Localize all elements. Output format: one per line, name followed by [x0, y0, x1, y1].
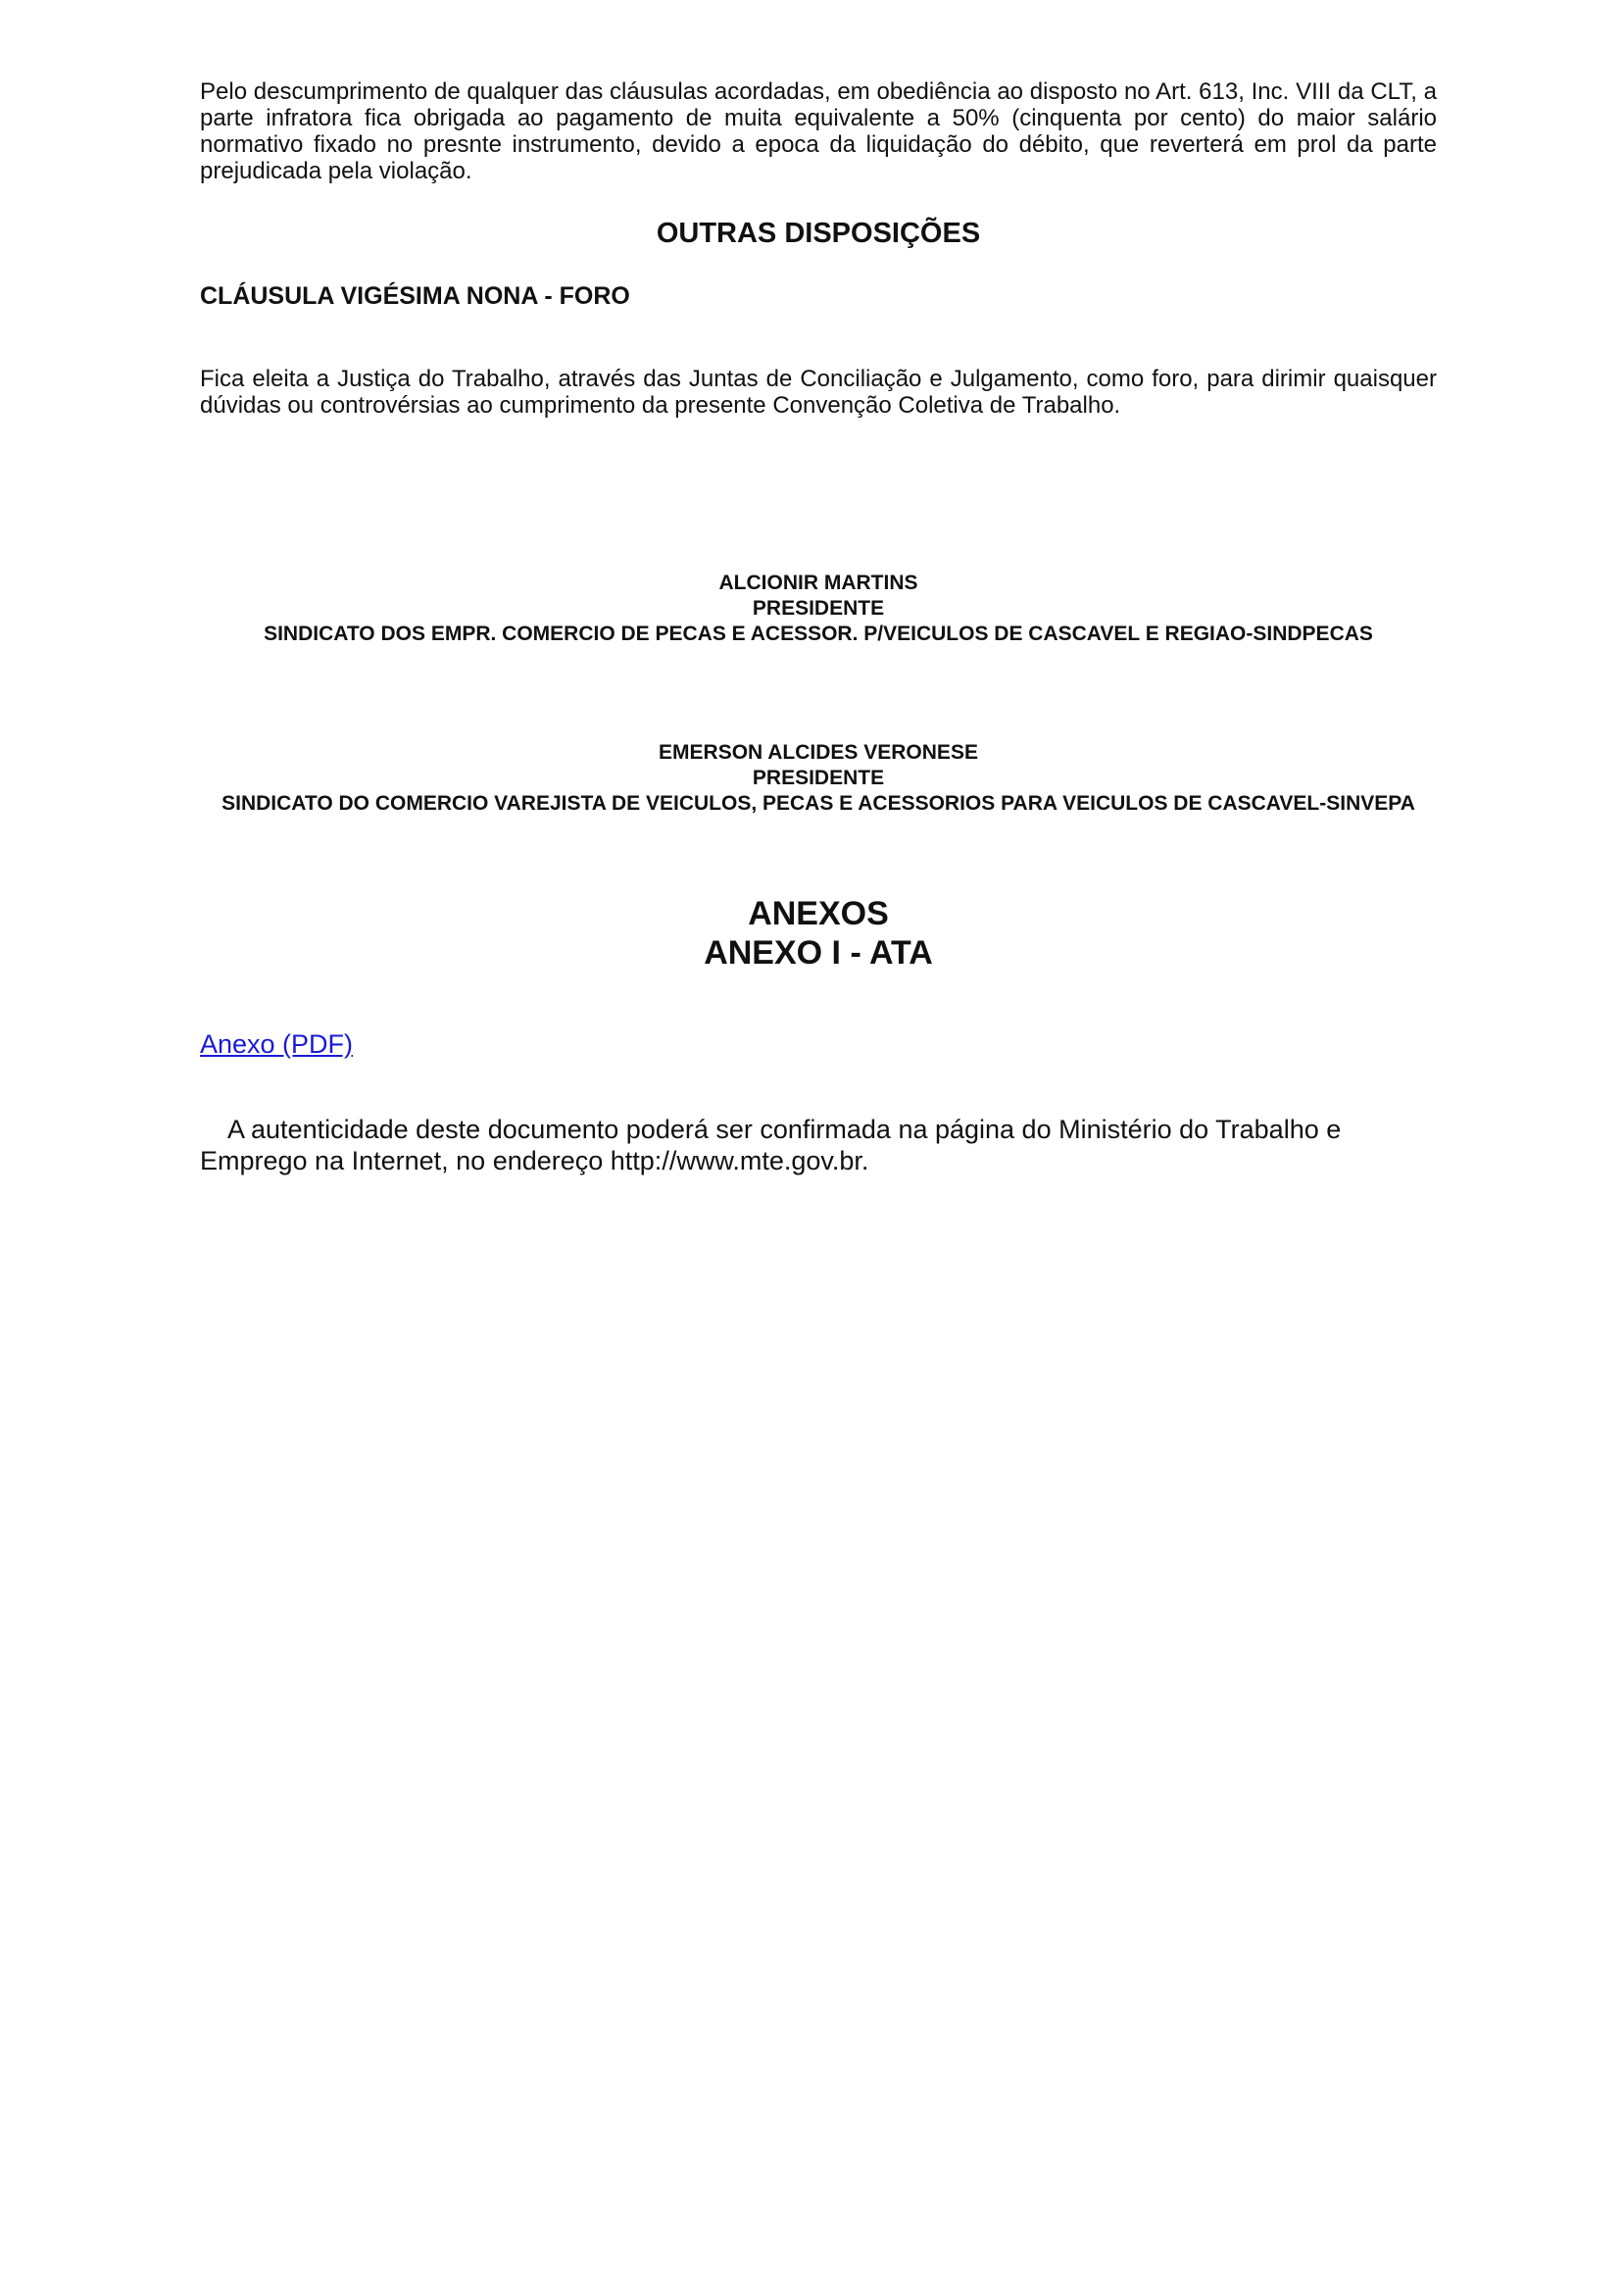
clause-body — [200, 366, 1437, 419]
signatory-role: PRESIDENTE — [752, 597, 885, 620]
clause-text: Fica eleita a Justiça do Trabalho, através das Juntas de Conciliação e Julgamento, como foro, para dirimir quaisquer dúvidas ou controvérsias ao cumprimento da presente Convenção Coletiva de Trabalho. — [200, 366, 1437, 419]
signatory-org: SINDICATO DOS EMPR. COMERCIO DE PECAS E ACESSOR. P/VEICULOS DE CASCAVEL E REGIAO-SINDPECAS — [264, 623, 1373, 645]
signatory-name: EMERSON ALCIDES VERONESE — [659, 741, 978, 764]
annex-pdf-link[interactable]: Anexo (PDF) — [200, 1029, 354, 1059]
section-title: OUTRAS DISPOSIÇÕES — [656, 218, 981, 249]
signatory-name: ALCIONIR MARTINS — [718, 572, 918, 594]
signatory-org: SINDICATO DO COMERCIO VAREJISTA DE VEICULOS, PECAS E ACESSORIOS PARA VEICULOS DE CASCAVEL-SINVEPA — [221, 792, 1415, 815]
signatory-role: PRESIDENTE — [752, 767, 885, 789]
clause-title: CLÁUSULA VIGÉSIMA NONA - FORO — [200, 282, 630, 310]
penalty-clause-block — [200, 78, 1437, 184]
signature-block-1 — [200, 571, 1437, 647]
penalty-paragraph: Pelo descumprimento de qualquer das cláusulas acordadas, em obediência ao disposto no Art. 613, Inc. VIII da CLT, a parte infratora fica obrigada ao pagamento de muita equivalente a 50% (cinquenta por cento) do maior salário normativo fixado no presnte instrumento, devido a epoca da liquidação do débito, que reverterá em prol da parte prejudicada pela violação. — [200, 78, 1437, 184]
authenticity-note: A autenticidade deste documento poderá ser confirmada na página do Ministério do Trabalho e Emprego na Internet, no endereço http://www.mte.gov.br. — [200, 1115, 1342, 1175]
annexes-title: ANEXOS — [748, 895, 889, 932]
annexes-heading — [200, 894, 1437, 973]
annex-subtitle: ANEXO I - ATA — [704, 934, 933, 972]
signature-block-2 — [221, 740, 1415, 817]
